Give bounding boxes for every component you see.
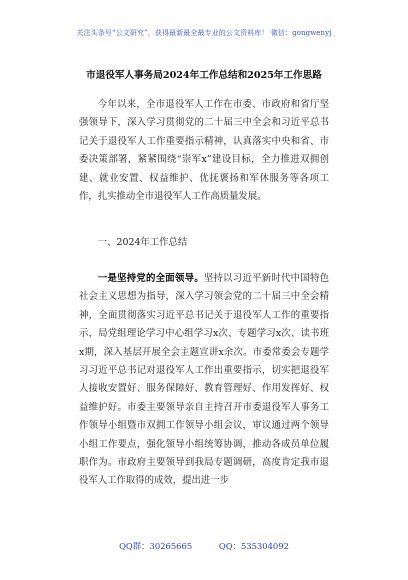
header-notice: 关注头条号“公文研究”，获得最新最全最专业的公文资料库！ 微信：gongwenyj	[76, 29, 332, 37]
section-heading: 一、2024年工作总结	[97, 237, 188, 248]
section-heading-block	[79, 234, 329, 252]
qq-group-number: QQ群：30265665	[119, 541, 193, 551]
intro-paragraph-block	[79, 96, 329, 206]
paragraph-body-text: 坚持以习近平新时代中国特色社会主义思想为指导，深入学习领会党的二十届三中全会精神，全面贯彻落实习近平总书记关于退役军人工作的重要指示，局党组理论学习中心组学习x次、专题学习x次、读书班x期，深入基层开展全会主题宣讲x余次。市委常委会专题学习习近平总书记对退役军人工作出重要指示，切实把退役军人接收安置好、服务保障好、教育管理好、作用发挥好、权益维护好。市委主要领导亲自主持召开市委退役军人事务工作领导小组暨市双拥工作领导小组会议，审议通过两个领导小组工作要点，强化领导小组统筹协调，推动各成员单位履职作为。市政府主要领导到我局专题调研，高度肯定我市退役军人工作取得的成效，提出进一步	[79, 273, 329, 487]
party-leadership-paragraph	[79, 270, 329, 491]
document-title: 市退役军人事务局2024年工作总结和2025年工作思路	[86, 70, 322, 81]
qq-number: QQ：535304092	[218, 541, 289, 551]
footer-contact	[0, 540, 408, 552]
intro-paragraph: 今年以来，全市退役军人工作在市委、市政府和省厅坚强领导下，深入学习贯彻党的二十届三中全会和习近平总书记关于退役军人工作重要指示精神，认真落实中央和省、市委决策部署，紧紧围绕“崇军x”建设目标，全力推进双拥创建、就业安置、权益维护、优抚褒扬和军休服务等各项工作，扎实推动全市退役军人工作高质量发展。	[79, 99, 329, 203]
paragraph-lead-phrase: 一是坚持党的全面领导。	[97, 273, 204, 284]
party-leadership-paragraph-block	[79, 270, 329, 491]
